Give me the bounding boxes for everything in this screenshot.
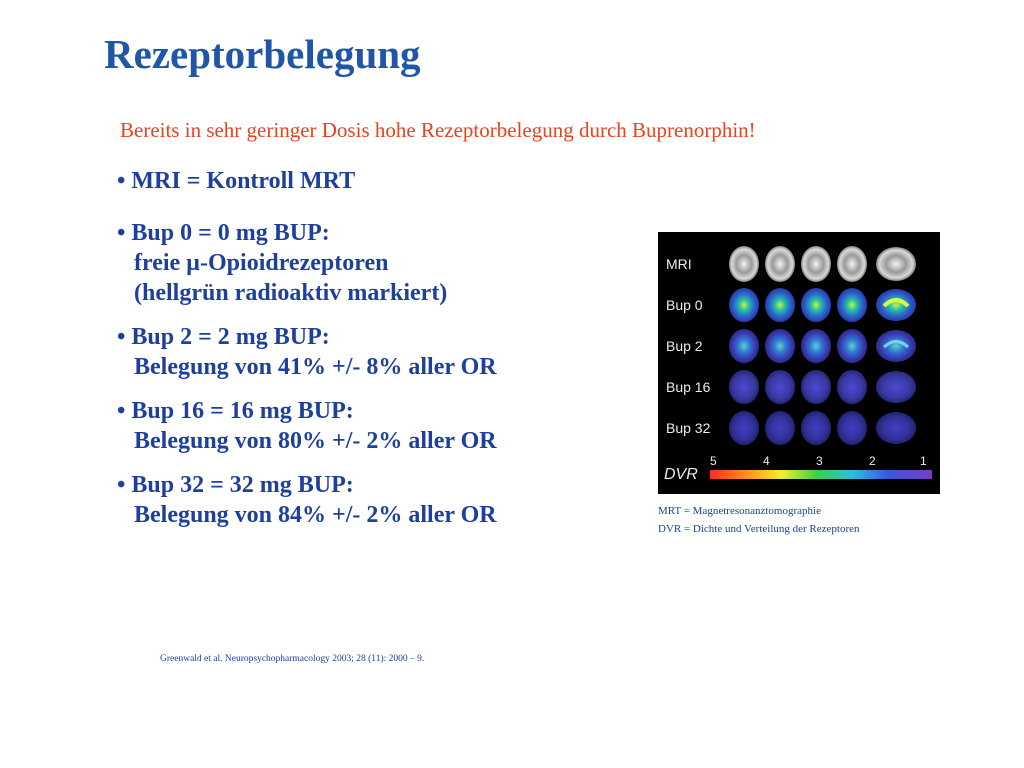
row-label-bup16: Bup 16 <box>666 379 711 395</box>
caption-dvr: DVR = Dichte und Verteilung der Rezeptoren <box>658 523 860 535</box>
bullet-bup0 <box>117 218 497 308</box>
bullet-bup16-line1: Belegung von 80% +/- 2% aller OR <box>134 428 497 454</box>
citation: Greenwald et al. Neuropsychopharmacology 2003; 28 (11): 2000 – 9. <box>160 654 425 664</box>
bullet-bup32-line1: Belegung von 84% +/- 2% aller OR <box>134 502 497 528</box>
caption-mrt: MRT = Magnetresonanztomographie <box>658 505 821 517</box>
bup0-row <box>729 288 916 322</box>
bullet-bup32 <box>117 470 497 530</box>
brain-scan-figure <box>658 232 940 494</box>
bullet-bup16-head: • Bup 16 = 16 mg BUP: <box>117 398 354 424</box>
row-label-bup0: Bup 0 <box>666 297 703 313</box>
bullet-bup2-line1: Belegung von 41% +/- 8% aller OR <box>134 354 497 380</box>
bullet-bup0-head: • Bup 0 = 0 mg BUP: <box>117 220 330 246</box>
row-label-bup32: Bup 32 <box>666 420 711 436</box>
scale-tick-3: 3 <box>816 454 823 468</box>
bullet-list <box>117 166 497 530</box>
bullet-bup0-line1: freie µ-Opioidrezeptoren <box>134 250 389 276</box>
figure-caption <box>658 502 860 538</box>
bullet-bup32-head: • Bup 32 = 32 mg BUP: <box>117 472 354 498</box>
scale-tick-4: 4 <box>763 454 770 468</box>
mri-row <box>729 246 916 282</box>
bullet-bup0-line2: (hellgrün radioaktiv markiert) <box>134 280 448 306</box>
bullet-mri-head: • MRI = Kontroll MRT <box>117 168 356 194</box>
bullet-bup16 <box>117 396 497 456</box>
brain-scan-image <box>658 232 940 494</box>
dvr-scale <box>664 454 932 483</box>
scale-tick-5: 5 <box>710 454 717 468</box>
dvr-scale-label: DVR <box>664 466 698 483</box>
bup32-row <box>729 411 916 445</box>
row-label-bup2: Bup 2 <box>666 338 703 354</box>
bullet-mri <box>117 166 497 196</box>
slide-title: Rezeptorbelegung <box>104 31 421 77</box>
scale-tick-1: 1 <box>920 454 927 468</box>
bullet-bup2-head: • Bup 2 = 2 mg BUP: <box>117 324 330 350</box>
row-label-mri: MRI <box>666 256 692 272</box>
bup2-row <box>729 329 916 363</box>
bullet-bup2 <box>117 322 497 382</box>
scale-tick-2: 2 <box>869 454 876 468</box>
slide-subtitle: Bereits in sehr geringer Dosis hohe Rezeptorbelegung durch Buprenorphin! <box>120 118 756 142</box>
bup16-row <box>729 370 916 404</box>
dvr-color-bar <box>710 470 932 479</box>
